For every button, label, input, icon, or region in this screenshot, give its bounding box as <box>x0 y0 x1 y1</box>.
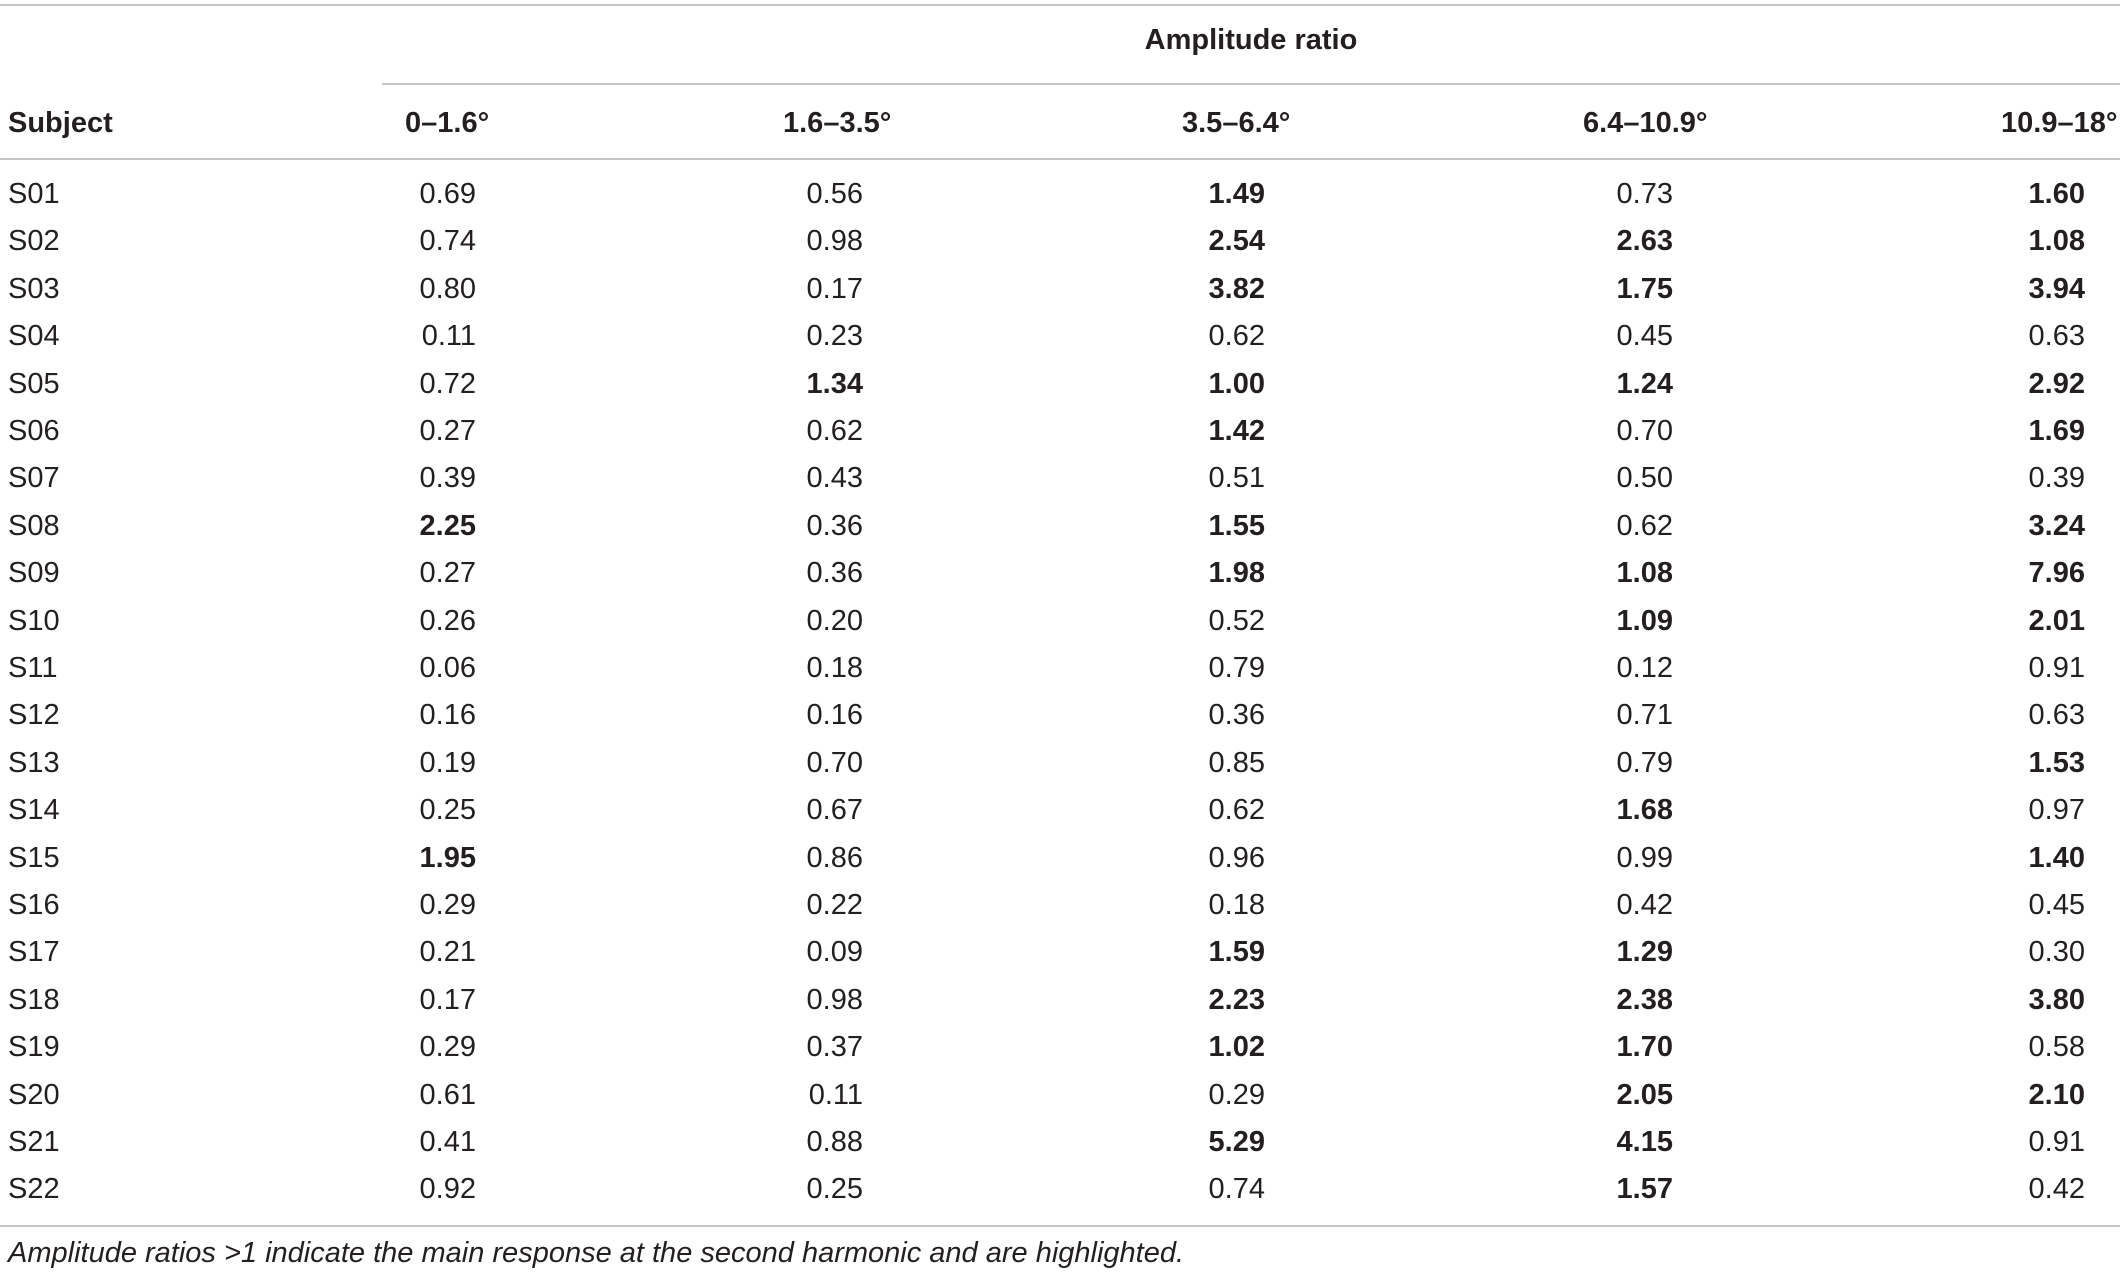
value-cell: 0.74 <box>419 225 476 258</box>
subject-cell: S10 <box>8 604 60 637</box>
value-cell: 0.50 <box>1616 462 1673 495</box>
value-cell: 0.74 <box>1208 1173 1265 1206</box>
value-cell: 1.68 <box>1616 794 1673 827</box>
value-cell: 0.21 <box>419 936 476 969</box>
value-cell: 2.23 <box>1208 983 1265 1016</box>
value-cell: 0.62 <box>1616 509 1673 542</box>
value-cell: 0.25 <box>806 1173 863 1206</box>
value-cell: 0.61 <box>419 1078 476 1111</box>
value-cell: 0.06 <box>419 652 476 684</box>
value-cell: 0.92 <box>419 1173 476 1206</box>
subject-cell: S04 <box>8 320 60 353</box>
value-cell: 0.51 <box>1208 462 1265 495</box>
value-cell: 2.92 <box>2028 367 2085 400</box>
value-cell: 0.17 <box>806 272 863 305</box>
value-cell: 2.38 <box>1616 983 1673 1016</box>
value-cell: 4.15 <box>1616 1126 1673 1158</box>
value-cell: 1.08 <box>2028 225 2085 258</box>
subject-cell: S03 <box>8 272 60 305</box>
value-cell: 0.67 <box>806 794 863 827</box>
subject-cell: S21 <box>8 1126 60 1158</box>
subject-cell: S17 <box>8 936 60 969</box>
value-cell: 0.11 <box>421 320 476 353</box>
value-cell: 0.73 <box>1616 178 1673 210</box>
value-cell: 0.25 <box>419 794 476 827</box>
value-cell: 1.69 <box>2028 415 2085 447</box>
value-cell: 0.41 <box>419 1126 476 1158</box>
value-cell: 0.36 <box>806 557 863 590</box>
value-cell: 0.12 <box>1616 652 1673 684</box>
value-cell: 0.29 <box>1208 1078 1265 1111</box>
value-cell: 1.98 <box>1208 557 1265 590</box>
subject-cell: S12 <box>8 699 60 732</box>
value-cell: 1.29 <box>1616 936 1673 969</box>
value-cell: 0.16 <box>806 699 863 732</box>
value-cell: 2.54 <box>1208 225 1265 258</box>
value-cell: 0.58 <box>2028 1031 2085 1064</box>
subject-cell: S14 <box>8 794 60 827</box>
value-cell: 0.62 <box>1208 794 1265 827</box>
value-cell: 0.39 <box>2028 462 2085 495</box>
value-cell: 1.24 <box>1616 367 1673 400</box>
value-cell: 2.10 <box>2028 1078 2085 1111</box>
value-cell: 1.75 <box>1616 272 1673 305</box>
value-cell: 0.99 <box>1616 841 1673 874</box>
value-cell: 0.97 <box>2028 794 2085 827</box>
value-cell: 0.42 <box>1616 889 1673 921</box>
value-cell: 1.00 <box>1208 367 1265 400</box>
table-top-rule <box>0 4 2120 6</box>
value-cell: 0.19 <box>419 746 476 779</box>
value-cell: 0.72 <box>419 367 476 400</box>
column-header-1.6-3.5: 1.6–3.5° <box>783 107 892 139</box>
value-cell: 0.16 <box>419 699 476 732</box>
value-cell: 0.98 <box>806 983 863 1016</box>
value-cell: 0.09 <box>806 936 863 969</box>
value-cell: 0.26 <box>419 604 476 637</box>
subject-cell: S13 <box>8 746 60 779</box>
subject-cell: S16 <box>8 889 60 921</box>
subject-cell: S05 <box>8 367 60 400</box>
column-header-0-1.6: 0–1.6° <box>405 107 490 139</box>
subject-cell: S22 <box>8 1173 60 1206</box>
value-cell: 0.43 <box>806 462 863 495</box>
header-bottom-rule <box>0 158 2120 160</box>
value-cell: 1.09 <box>1616 604 1673 637</box>
value-cell: 0.23 <box>806 320 863 353</box>
value-cell: 0.18 <box>806 652 863 684</box>
value-cell: 0.20 <box>806 604 863 637</box>
value-cell: 0.91 <box>2028 1126 2085 1158</box>
value-cell: 1.08 <box>1616 557 1673 590</box>
column-header-10.9-18: 10.9–18° <box>2001 107 2118 139</box>
value-cell: 0.79 <box>1616 746 1673 779</box>
value-cell: 3.80 <box>2028 983 2085 1016</box>
subject-cell: S01 <box>8 178 60 210</box>
value-cell: 1.59 <box>1208 936 1265 969</box>
value-cell: 0.29 <box>419 889 476 921</box>
subject-cell: S07 <box>8 462 60 495</box>
column-header-3.5-6.4: 3.5–6.4° <box>1182 107 1291 139</box>
value-cell: 0.63 <box>2028 699 2085 732</box>
value-cell: 0.62 <box>1208 320 1265 353</box>
subject-cell: S06 <box>8 415 60 447</box>
group-header-rule <box>382 83 2120 85</box>
column-header-6.4-10.9: 6.4–10.9° <box>1583 107 1708 139</box>
value-cell: 1.49 <box>1208 178 1265 210</box>
subject-cell: S19 <box>8 1031 60 1064</box>
subject-cell: S08 <box>8 509 60 542</box>
value-cell: 0.37 <box>806 1031 863 1064</box>
value-cell: 3.94 <box>2028 272 2085 305</box>
value-cell: 3.82 <box>1208 272 1265 305</box>
value-cell: 0.42 <box>2028 1173 2085 1206</box>
value-cell: 0.27 <box>419 415 476 447</box>
value-cell: 0.18 <box>1208 889 1265 921</box>
value-cell: 0.98 <box>806 225 863 258</box>
value-cell: 1.60 <box>2028 178 2085 210</box>
value-cell: 0.63 <box>2028 320 2085 353</box>
value-cell: 1.53 <box>2028 746 2085 779</box>
value-cell: 5.29 <box>1208 1126 1265 1158</box>
value-cell: 0.69 <box>419 178 476 210</box>
value-cell: 0.39 <box>419 462 476 495</box>
subject-cell: S11 <box>8 652 58 684</box>
value-cell: 1.40 <box>2028 841 2085 874</box>
value-cell: 2.05 <box>1616 1078 1673 1111</box>
value-cell: 1.02 <box>1208 1031 1265 1064</box>
subject-cell: S20 <box>8 1078 60 1111</box>
value-cell: 0.52 <box>1208 604 1265 637</box>
value-cell: 0.62 <box>806 415 863 447</box>
value-cell: 1.95 <box>419 841 476 874</box>
value-cell: 0.70 <box>1616 415 1673 447</box>
value-cell: 0.56 <box>806 178 863 210</box>
table-footnote: Amplitude ratios >1 indicate the main response at the second harmonic and are highlighted. <box>8 1237 1185 1269</box>
value-cell: 7.96 <box>2028 557 2085 590</box>
value-cell: 0.70 <box>806 746 863 779</box>
subject-cell: S02 <box>8 225 60 258</box>
value-cell: 1.70 <box>1616 1031 1673 1064</box>
value-cell: 0.86 <box>806 841 863 874</box>
value-cell: 2.63 <box>1616 225 1673 258</box>
value-cell: 2.25 <box>419 509 476 542</box>
group-header-amplitude-ratio: Amplitude ratio <box>1144 24 1358 56</box>
value-cell: 2.01 <box>2028 604 2085 637</box>
value-cell: 0.36 <box>1208 699 1265 732</box>
value-cell: 0.36 <box>806 509 863 542</box>
subject-cell: S09 <box>8 557 60 590</box>
value-cell: 1.55 <box>1208 509 1265 542</box>
value-cell: 0.22 <box>806 889 863 921</box>
value-cell: 1.34 <box>806 367 863 400</box>
value-cell: 0.29 <box>419 1031 476 1064</box>
value-cell: 0.91 <box>2028 652 2085 684</box>
subject-cell: S18 <box>8 983 60 1016</box>
table-bottom-rule <box>0 1225 2120 1227</box>
value-cell: 1.42 <box>1208 415 1265 447</box>
value-cell: 0.79 <box>1208 652 1265 684</box>
value-cell: 3.24 <box>2028 509 2085 542</box>
value-cell: 0.88 <box>806 1126 863 1158</box>
value-cell: 0.11 <box>808 1078 863 1111</box>
value-cell: 0.17 <box>419 983 476 1016</box>
value-cell: 0.30 <box>2028 936 2085 969</box>
value-cell: 0.80 <box>419 272 476 305</box>
column-header-subject: Subject <box>8 107 113 139</box>
value-cell: 0.96 <box>1208 841 1265 874</box>
value-cell: 0.27 <box>419 557 476 590</box>
value-cell: 0.45 <box>2028 889 2085 921</box>
value-cell: 0.71 <box>1616 699 1673 732</box>
subject-cell: S15 <box>8 841 60 874</box>
value-cell: 1.57 <box>1616 1173 1673 1206</box>
value-cell: 0.85 <box>1208 746 1265 779</box>
value-cell: 0.45 <box>1616 320 1673 353</box>
